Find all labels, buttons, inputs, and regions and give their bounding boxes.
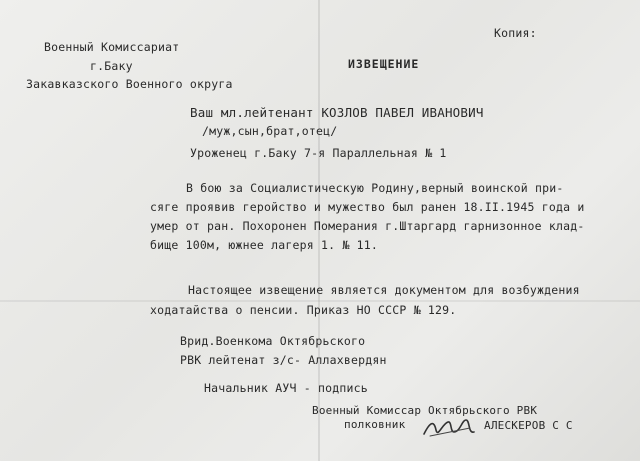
fold-line-horizontal xyxy=(0,300,640,302)
origin-line: Уроженец г.Баку 7-я Параллельная № 1 xyxy=(190,146,447,160)
copy-label: Копия: xyxy=(494,26,537,40)
document-title: ИЗВЕЩЕНИЕ xyxy=(348,57,420,71)
signature-line-4: Военный Комиссар Октябрьского РВК xyxy=(312,404,538,417)
body-line-1: В бою за Социалистическую Родину,верный воинской при- xyxy=(186,181,564,195)
signature-line-3: Начальник АУЧ - подпись xyxy=(204,381,368,395)
issuer-line-3: Закавказского Военного округа xyxy=(26,77,233,91)
relation-line: /муж,сын,брат,отец/ xyxy=(202,124,338,138)
recipient-name: Ваш мл.лейтенант КОЗЛОВ ПАВЕЛ ИВАНОВИЧ xyxy=(190,105,484,120)
signature-line-5-name: АЛЕСКЕРОВ С С xyxy=(484,419,573,432)
issuer-line-2: г.Баку xyxy=(90,59,133,73)
handwritten-signature xyxy=(420,414,480,442)
body-line-4: бище 100м, южнее лагеря 1. № 11. xyxy=(150,238,378,252)
signature-line-5-rank: полковник xyxy=(344,418,406,431)
signature-line-2: РВК лейтенат з/с- Аллахвердян xyxy=(180,353,387,367)
body-line-5: Настоящее извещение является документом для возбуждения xyxy=(188,283,580,297)
signature-line-1: Врид.Военкома Октябрьского xyxy=(180,334,366,348)
body-line-6: ходатайства о пенсии. Приказ НО СССР № 129. xyxy=(150,303,457,317)
body-line-2: сяге проявив геройство и мужество был ранен 18.II.1945 года и xyxy=(150,200,585,214)
body-line-3: умер от ран. Похоронен Померания г.Штаргард гарнизонное клад- xyxy=(150,219,585,233)
issuer-line-1: Военный Комиссариат xyxy=(44,40,180,54)
